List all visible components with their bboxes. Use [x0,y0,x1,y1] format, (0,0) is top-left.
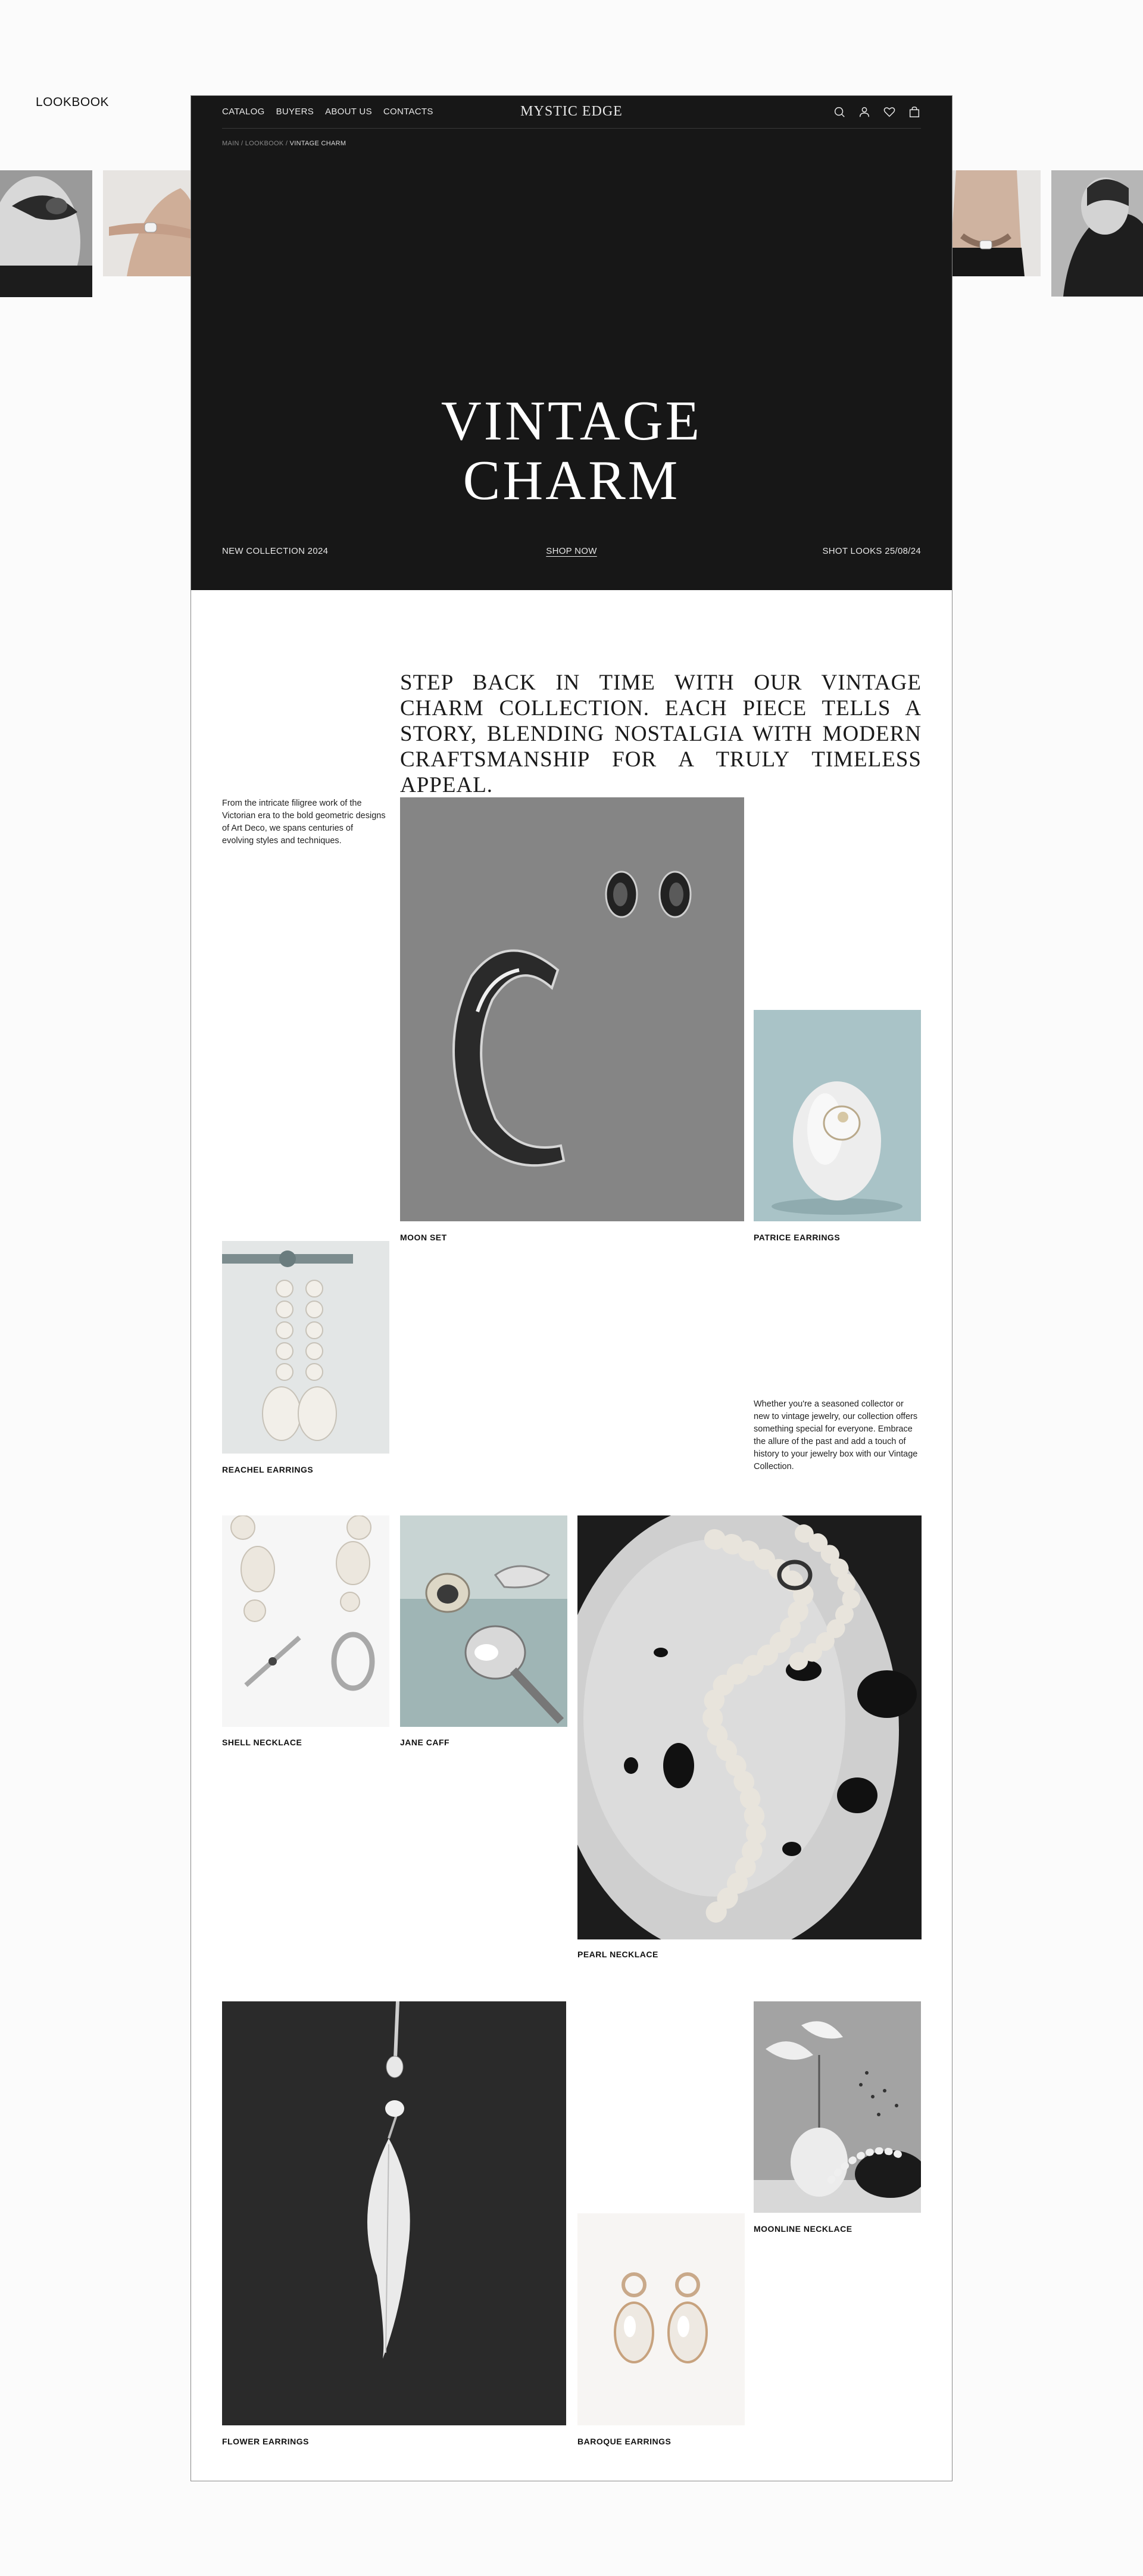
nav-buyers[interactable]: BUYERS [276,107,314,117]
caption-baroque-earrings[interactable]: BAROQUE EARRINGS [577,2437,672,2446]
baroque-earrings-photo[interactable] [577,2213,745,2425]
nav-catalog[interactable]: CATALOG [222,107,265,117]
lookbook-frame [190,95,952,2481]
nav-contacts[interactable]: CONTACTS [383,107,433,117]
collection-label: NEW COLLECTION 2024 [222,546,329,556]
caption-moonline-necklace[interactable]: MOONLINE NECKLACE [754,2224,852,2234]
patrice-earrings-photo[interactable] [754,1010,921,1221]
hero-title-line2: CHARM [463,450,680,512]
shop-now-link[interactable]: SHOP NOW [546,546,597,556]
heart-icon[interactable] [883,105,896,118]
reachel-earrings-photo[interactable] [222,1241,389,1454]
search-icon[interactable] [833,105,846,118]
hero-title-line1: VINTAGE [441,390,702,452]
strip-photo-1 [0,170,92,297]
nav-about-us[interactable]: ABOUT US [325,107,372,117]
intro-paragraph-left: From the intricate filigree work of the Victorian era to the bold geometric designs of Art Deco, we spans centuries of evolving styles and techniques. [222,799,386,846]
breadcrumb-current: VINTAGE CHARM [289,140,346,147]
header-icons [833,105,921,118]
hero-section [191,96,952,590]
jane-caff-photo[interactable] [400,1515,567,1727]
shell-necklace-photo[interactable] [222,1515,389,1727]
main-nav [222,107,433,117]
intro-paragraph-right: Whether you're a seasoned collector or new to vintage jewelry, our collection offers something special for everyone. Embrace the allure of the past and add a touch of history to your jewelry box with our Vintage Collection. [754,1399,918,1471]
caption-shell-necklace[interactable]: SHELL NECKLACE [222,1738,302,1747]
flower-earrings-photo[interactable] [222,2001,566,2425]
pearl-necklace-photo[interactable] [577,1515,922,1939]
header-divider [222,128,921,129]
caption-flower-earrings[interactable]: FLOWER EARRINGS [222,2437,309,2446]
moonline-necklace-photo[interactable] [754,2001,921,2213]
caption-patrice-earrings[interactable]: PATRICE EARRINGS [754,1233,841,1242]
brand-logo[interactable]: MYSTIC EDGE [520,104,623,119]
shot-date: SHOT LOOKS 25/08/24 [822,546,921,556]
caption-pearl-necklace[interactable]: PEARL NECKLACE [577,1950,658,1959]
caption-reachel-earrings[interactable]: REACHEL EARRINGS [222,1465,314,1474]
strip-photo-9 [1051,170,1143,297]
breadcrumb-parent[interactable]: MAIN / LOOKBOOK / [222,140,288,147]
hero-title [191,391,952,510]
intro-heading: STEP BACK IN TIME WITH OUR VINTAGE CHARM COLLECTION. EACH PIECE TELLS A STORY, BLENDING NOSTALGIA WITH MODERN CRAFTSMANSHIP FOR A TRULY TIMELESS APPEAL. [400,670,922,797]
user-icon[interactable] [858,105,871,118]
moon-set-photo[interactable] [400,797,744,1221]
caption-moon-set[interactable]: MOON SET [400,1233,447,1242]
page-label: LOOKBOOK [36,95,110,109]
breadcrumb [222,140,346,147]
caption-jane-caff[interactable]: JANE CAFF [400,1738,450,1747]
bag-icon[interactable] [908,105,921,118]
